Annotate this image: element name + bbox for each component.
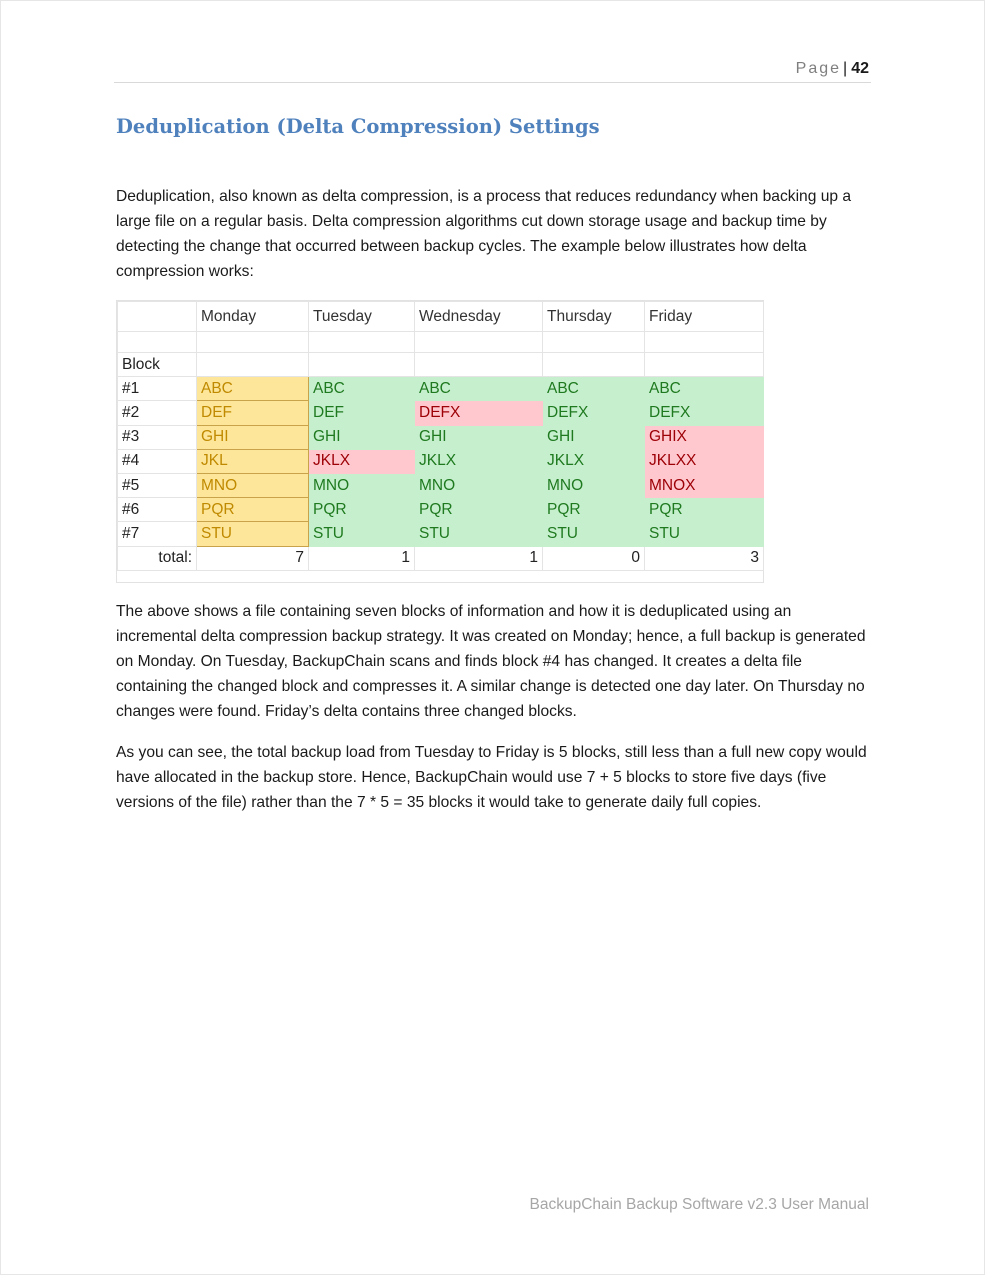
block-cell: MNO — [197, 473, 309, 497]
block-cell: ABC — [543, 377, 645, 401]
empty-cell — [543, 332, 645, 353]
block-id: #6 — [118, 498, 197, 522]
block-cell: GHI — [309, 425, 415, 449]
block-cell: GHI — [415, 425, 543, 449]
summary-paragraph: As you can see, the total backup load from Tuesday to Friday is 5 blocks, still less than a full new copy would have allocated in the backup store. Hence, BackupChain would use 7 + 5 blocks to store five days (five versions of the file) rather than the 7 * 5 = 35 blocks it would take to generate daily full copies. — [116, 744, 867, 811]
block-id: #7 — [118, 522, 197, 546]
empty-cell — [645, 353, 764, 377]
changed-block-cell: JKLX — [309, 449, 415, 473]
day-header: Thursday — [543, 302, 645, 332]
changed-block-cell: DEFX — [415, 401, 543, 425]
table-row — [118, 401, 764, 425]
delta-compression-table — [116, 300, 764, 583]
total-value: 7 — [197, 546, 309, 570]
block-cell: ABC — [309, 377, 415, 401]
block-cell: DEF — [197, 401, 309, 425]
block-column-header: Block — [118, 353, 197, 377]
block-cell: PQR — [197, 498, 309, 522]
total-value: 1 — [415, 546, 543, 570]
totals-row — [118, 546, 764, 570]
changed-block-cell: MNOX — [645, 473, 764, 497]
page-footer: BackupChain Backup Software v2.3 User Manual — [529, 1196, 869, 1213]
block-cell: PQR — [415, 498, 543, 522]
empty-cell — [309, 332, 415, 353]
total-label: total: — [118, 546, 197, 570]
block-cell: DEFX — [645, 401, 764, 425]
day-header: Monday — [197, 302, 309, 332]
block-id: #5 — [118, 473, 197, 497]
block-id: #4 — [118, 449, 197, 473]
empty-cell — [415, 332, 543, 353]
table-row — [118, 522, 764, 546]
block-cell: STU — [309, 522, 415, 546]
empty-cell — [415, 353, 543, 377]
block-cell: GHI — [197, 425, 309, 449]
block-cell: JKLX — [543, 449, 645, 473]
page-number — [796, 60, 869, 78]
day-header: Tuesday — [309, 302, 415, 332]
table-row — [118, 498, 764, 522]
header-corner — [118, 302, 197, 332]
empty-cell — [197, 353, 309, 377]
empty-cell — [118, 332, 197, 353]
block-cell: MNO — [543, 473, 645, 497]
table-row — [118, 449, 764, 473]
block-cell: JKLX — [415, 449, 543, 473]
page-separator: | — [843, 60, 848, 77]
block-cell: PQR — [543, 498, 645, 522]
total-value: 0 — [543, 546, 645, 570]
total-value: 3 — [645, 546, 764, 570]
block-cell: ABC — [645, 377, 764, 401]
intro-paragraph: Deduplication, also known as delta compression, is a process that reduces redundancy when backing up a large file on a regular basis. Delta compression algorithms cut down storage usage and backup time by detecting the change that occurred between backup cycles. The example below illustrates how delta compression works: — [116, 188, 852, 280]
page-label: Page — [795, 60, 842, 77]
block-cell: MNO — [309, 473, 415, 497]
changed-block-cell: GHIX — [645, 425, 764, 449]
block-cell: ABC — [197, 377, 309, 401]
block-cell: GHI — [543, 425, 645, 449]
section-title: Deduplication (Delta Compression) Settings — [116, 115, 600, 138]
empty-cell — [309, 353, 415, 377]
block-cell: DEF — [309, 401, 415, 425]
block-cell: STU — [197, 522, 309, 546]
block-cell: DEFX — [543, 401, 645, 425]
explanation-paragraph: The above shows a file containing seven blocks of information and how it is deduplicated using an incremental delta compression backup strategy. It was created on Monday; hence, a full backup is generated on Monday. On Tuesday, BackupChain scans and finds block #4 has changed. It creates a delta file containing the changed block and compresses it. A similar change is detected one day later. On Thursday no changes were found. Friday’s delta contains three changed blocks. — [116, 603, 866, 720]
block-id: #3 — [118, 425, 197, 449]
block-cell: STU — [645, 522, 764, 546]
empty-cell — [197, 332, 309, 353]
block-cell: STU — [415, 522, 543, 546]
block-cell: MNO — [415, 473, 543, 497]
block-id: #1 — [118, 377, 197, 401]
day-header: Friday — [645, 302, 764, 332]
changed-block-cell: JKLXX — [645, 449, 764, 473]
table-row — [118, 425, 764, 449]
empty-cell — [645, 332, 764, 353]
block-cell: JKL — [197, 449, 309, 473]
day-header: Wednesday — [415, 302, 543, 332]
block-cell: PQR — [645, 498, 764, 522]
block-cell: PQR — [309, 498, 415, 522]
table-row — [118, 473, 764, 497]
block-id: #2 — [118, 401, 197, 425]
table-row — [118, 377, 764, 401]
block-cell: ABC — [415, 377, 543, 401]
block-cell: STU — [543, 522, 645, 546]
page-number-value: 42 — [851, 60, 869, 77]
total-value: 1 — [309, 546, 415, 570]
empty-cell — [543, 353, 645, 377]
page-header — [114, 58, 871, 83]
